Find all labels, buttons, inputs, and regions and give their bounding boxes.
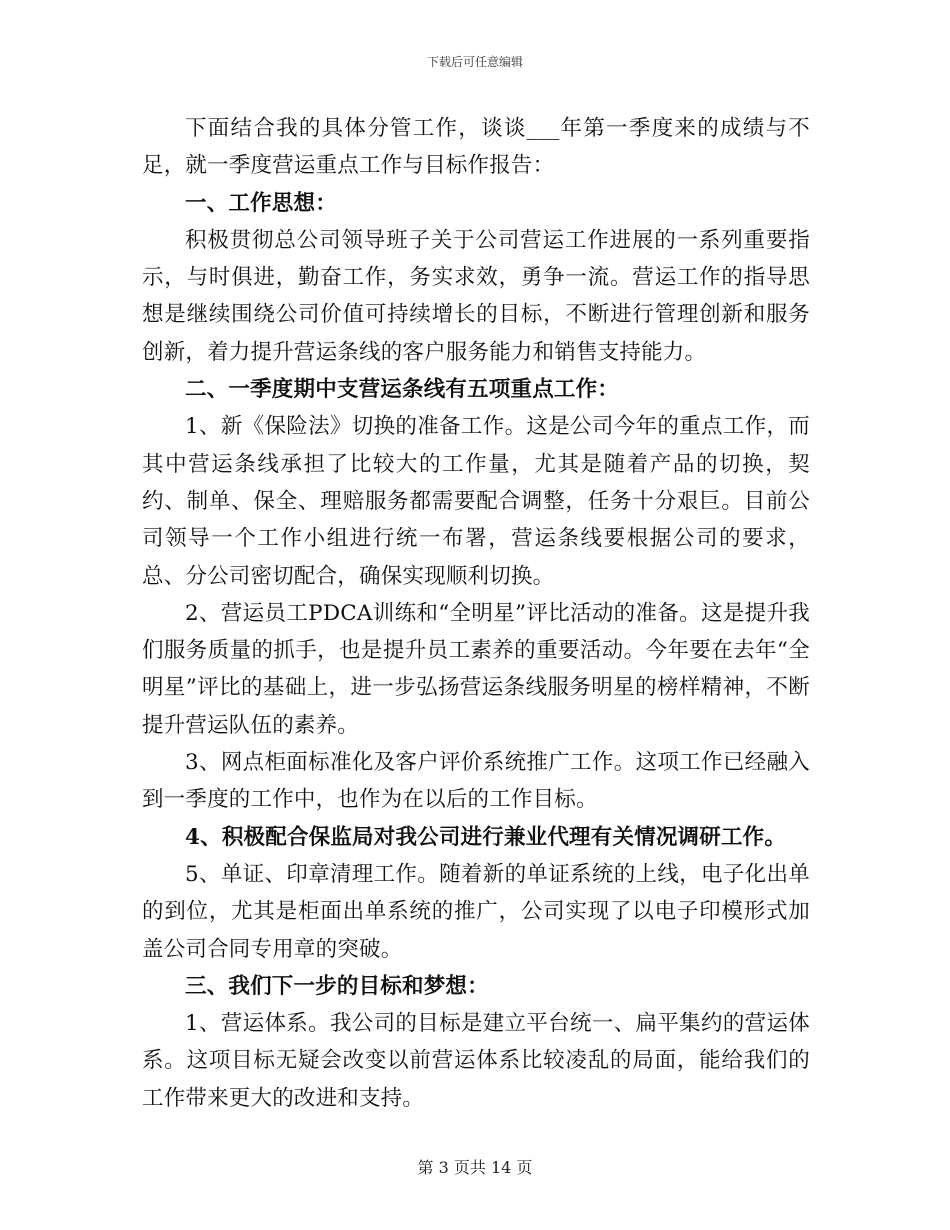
key-task-5-paragraph: 5、单证、印章清理工作。随着新的单证系统的上线，电子化出单的到位，尤其是柜面出单系统的推广，公司实现了以电子印模形式加盖公司合同专用章的突破。 — [142, 861, 810, 962]
work-thinking-paragraph: 积极贯彻总公司领导班子关于公司营运工作进展的一系列重要指示，与时俱进，勤奋工作，务实求效，勇争一流。营运工作的指导思想是继续围绕公司价值可持续增长的目标，不断进行管理创新和服务创新，着力提升营运条线的客户服务能力和销售支持能力。 — [142, 227, 810, 365]
section-heading-next-goals: 三、我们下一步的目标和梦想： — [185, 973, 489, 999]
intro-paragraph: 下面结合我的具体分管工作，谈谈___年第一季度来的成绩与不足，就一季度营运重点工作与目标作报告： — [142, 116, 810, 179]
section-heading-key-tasks: 二、一季度期中支营运条线有五项重点工作： — [185, 377, 620, 403]
key-task-3-paragraph: 3、网点柜面标准化及客户评价系统推广工作。这项工作已经融入到一季度的工作中，也作为在以后的工作目标。 — [142, 750, 810, 813]
page-header-note: 下载后可任意编辑 — [426, 55, 523, 69]
section-heading-work-thinking: 一、工作思想： — [185, 190, 337, 216]
key-task-2-paragraph: 2、营运员工PDCA训练和“全明星”评比活动的准备。这是提升我们服务质量的抓手，也是提升员工素养的重要活动。今年要在去年“全明星”评比的基础上，进一步弘扬营运条线服务明星的榜样精神，不断提升营运队伍的素养。 — [142, 600, 810, 738]
goal-1-paragraph: 1、营运体系。我公司的目标是建立平台统一、扁平集约的营运体系。这项目标无疑会改变以前营运体系比较凌乱的局面，能给我们的工作带来更大的改进和支持。 — [142, 1011, 810, 1111]
document-body — [142, 110, 810, 1117]
key-task-4-paragraph: 4、积极配合保监局对我公司进行兼业代理有关情况调研工作。 — [185, 824, 787, 850]
key-task-1-paragraph: 1、新《保险法》切换的准备工作。这是公司今年的重点工作，而其中营运条线承担了比较大的工作量，尤其是随着产品的切换，契约、制单、保全、理赔服务都需要配合调整，任务十分艰巨。目前公司领导一个工作小组进行统一布署，营运条线要根据公司的要求，总、分公司密切配合，确保实现顺利切换。 — [142, 414, 810, 589]
page-footer: 第 3 页共 14 页 — [417, 1158, 533, 1177]
